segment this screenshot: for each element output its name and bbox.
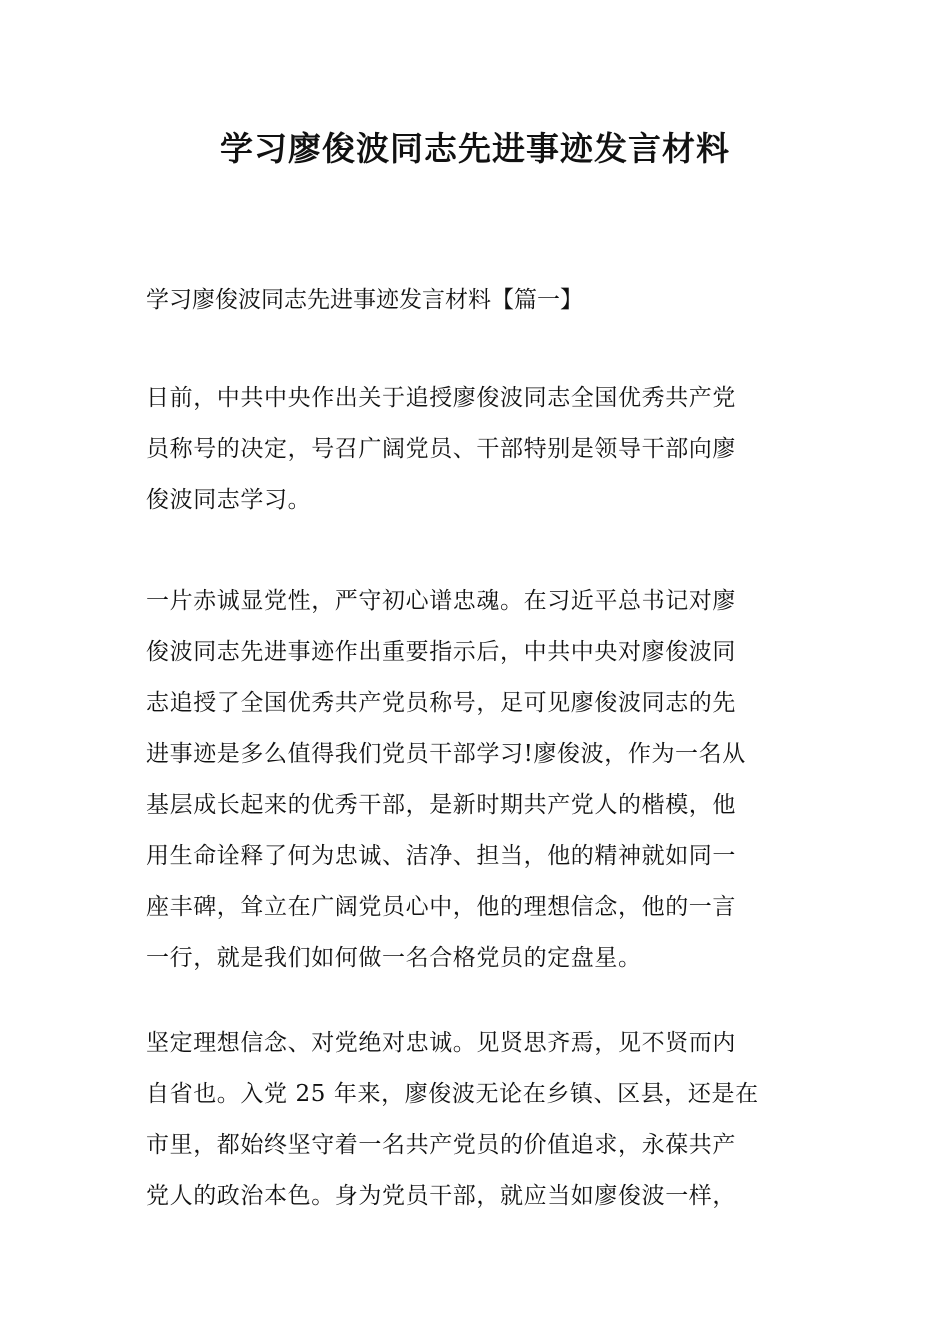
paragraph-line: 坚定理想信念、对党绝对忠诚。见贤思齐焉，见不贤而内 [146, 1030, 736, 1056]
document-subtitle: 学习廖俊波同志先进事迹发言材料【篇一】 [146, 287, 583, 313]
paragraph-line: 员称号的决定，号召广阔党员、干部特别是领导干部向廖 [146, 436, 736, 462]
paragraph-1 [146, 373, 808, 526]
document-title: 学习廖俊波同志先进事迹发言材料 [220, 129, 730, 168]
paragraph-line: 进事迹是多么值得我们党员干部学习!廖俊波，作为一名从 [146, 741, 746, 767]
paragraph-line: 基层成长起来的优秀干部，是新时期共产党人的楷模，他 [146, 792, 736, 818]
paragraph-line: 俊波同志先进事迹作出重要指示后，中共中央对廖俊波同 [146, 639, 736, 665]
paragraph-line: 自省也。入党 25 年来，廖俊波无论在乡镇、区县，还是在 [146, 1081, 759, 1107]
paragraph-3 [146, 1018, 808, 1222]
paragraph-line: 座丰碑，耸立在广阔党员心中，他的理想信念，他的一言 [146, 894, 736, 920]
paragraph-line: 俊波同志学习。 [146, 487, 312, 513]
paragraph-line: 一片赤诚显党性，严守初心谱忠魂。在习近平总书记对廖 [146, 588, 736, 614]
paragraph-line: 一行，就是我们如何做一名合格党员的定盘星。 [146, 945, 642, 971]
paragraph-line: 市里，都始终坚守着一名共产党员的价值追求，永葆共产 [146, 1132, 736, 1158]
paragraph-line: 用生命诠释了何为忠诚、洁净、担当，他的精神就如同一 [146, 843, 736, 869]
paragraph-2 [146, 576, 808, 984]
paragraph-line: 党人的政治本色。身为党员干部，就应当如廖俊波一样， [146, 1183, 736, 1209]
paragraph-line: 日前，中共中央作出关于追授廖俊波同志全国优秀共产党 [146, 385, 736, 411]
paragraph-line: 志追授了全国优秀共产党员称号，足可见廖俊波同志的先 [146, 690, 736, 716]
